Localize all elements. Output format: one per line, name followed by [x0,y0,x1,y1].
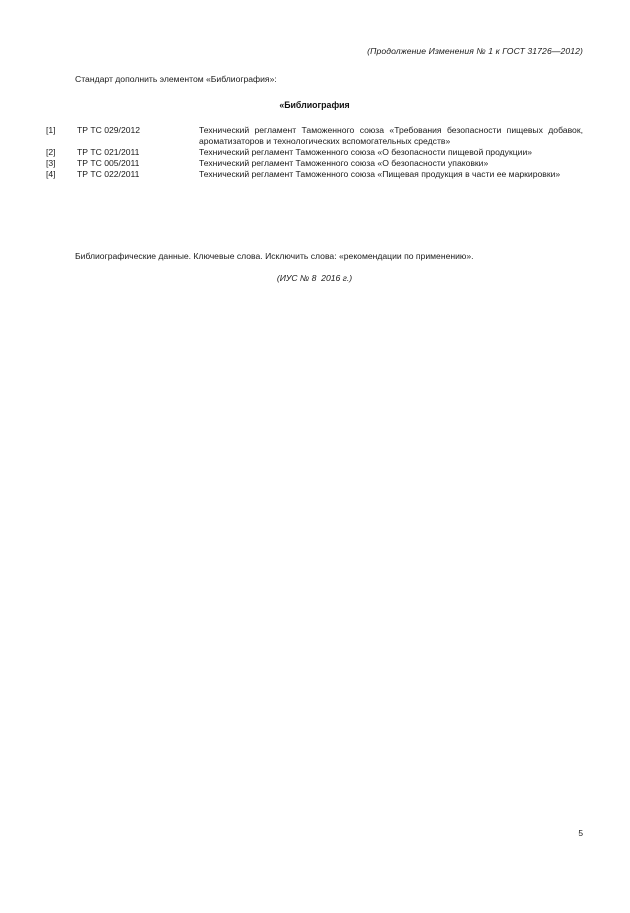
page-number: 5 [578,828,583,838]
reference-entry [46,169,583,180]
reference-number: [1] [46,125,56,135]
reference-entry [46,158,583,169]
issue-reference: (ИУС № 8 2016 г.) [276,273,353,283]
running-head: (Продолжение Изменения № 1 к ГОСТ 31726—2012) [367,46,583,56]
reference-entry [46,125,583,147]
reference-code: ТР ТС 021/2011 [77,147,140,158]
closing-paragraph: Библиографические данные. Ключевые слова. Исключить слова: «рекомендации по применению». [75,251,474,261]
reference-entry [46,147,583,158]
reference-text: Технический регламент Таможенного союза «Пищевая продукция в части ее маркировки» [199,169,561,180]
bibliography-heading: «Библиография [279,100,350,110]
intro-paragraph: Стандарт дополнить элементом «Библиография»: [75,74,277,84]
reference-text: Технический регламент Таможенного союза «О безопасности пищевой продукции» [199,147,533,158]
bibliography-list [46,125,583,180]
reference-code: ТР ТС 029/2012 [77,125,141,135]
reference-number: [4] [46,169,56,180]
reference-text: Технический регламент Таможенного союза «О безопасности упаковки» [199,158,489,169]
reference-number: [2] [46,147,56,158]
reference-number: [3] [46,158,56,169]
reference-code: ТР ТС 022/2011 [77,169,140,180]
reference-text: Технический регламент Таможенного союза «Требования безопасности пищевых добавок, ароматизаторов и технологических вспомогательных средств» [199,125,583,147]
reference-code: ТР ТС 005/2011 [77,158,140,169]
